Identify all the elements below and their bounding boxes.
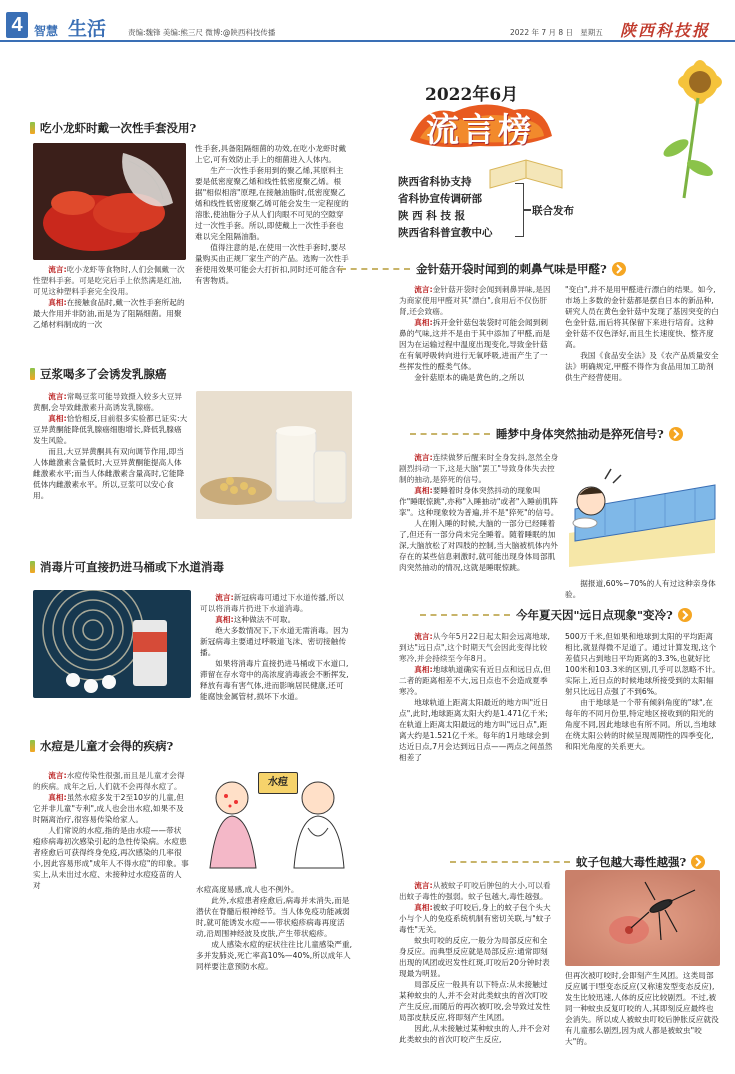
chevron-right-icon (677, 607, 693, 623)
title-rule (420, 614, 510, 616)
soymilk-title-bar (30, 364, 167, 384)
jerk-lead-tag: 流言: (414, 453, 433, 462)
crayfish-col-right (195, 143, 350, 286)
disinfectant-p2: 绝大多数情况下,下水道无需消毒。因为新冠病毒主要通过呼吸道飞沫、密切接触传播。 (200, 626, 349, 657)
mosquito-photo (565, 870, 720, 966)
title-bullet (30, 122, 35, 134)
chickenpox-illustration (196, 758, 356, 878)
title-bullet (30, 740, 35, 752)
crayfish-p1: 在接触食品时,戴一次性手套所起的最大作用并非防油,而是为了阻隔细菌。用聚乙烯材料制成的一次 (33, 298, 185, 329)
jerk-title: 睡梦中身体突然抽动是猝死信号? (496, 427, 664, 441)
org-bracket-tick (523, 209, 531, 211)
header-rule (0, 40, 735, 42)
title-rule (410, 433, 490, 435)
aphelion-title-bar (516, 605, 693, 625)
sleeping-person-illustration (565, 449, 720, 572)
crayfish-p3: 生产一次性手套用到的聚乙烯,其原料主要是低密度聚乙烯和线性低密度聚乙烯。根据"相似相溶"原理,在接触油脂时,低密度聚乙烯和线性低密度聚乙烯可能会发生一定程度的溶胀,使油脂分子从人们肉眼不可见的空隙穿过一次性手套。所以,即使戴上一次性手套也难以完全阻隔油脂。 (195, 166, 349, 241)
title-bullet (30, 368, 35, 380)
mosquito-on-skin-illustration (565, 870, 720, 966)
aphelion-truth-tag: 真相: (414, 665, 433, 674)
sunflower-deco (640, 48, 735, 208)
org-4: 陕西省科普宣教中心 (398, 227, 493, 239)
chickenpox-lead: 水痘传染性很强,而且是儿童才会得的疾病。成年之后,人们就不会再得水痘了。 (33, 771, 185, 791)
jerk-p3: 据报道,60%~70%的人有过这种亲身体验。 (565, 579, 716, 599)
mushroom-title: 金针菇开袋时闻到的刺鼻气味是甲醛? (416, 262, 607, 276)
crayfish-p2: 性手套,具备阻隔细菌的功效,在吃小龙虾时戴上它,可有效防止手上的细菌进入人体内。 (195, 144, 347, 164)
chickenpox-p2: 人们常说的水痘,指的是由水痘——带状疱疹病毒初次感染引起的急性传染病。水痘患者痊愈后可获得终身免疫,再次感染的几率很小,因此容易形成"成年人不得水痘"的印象。事实上,从未出过水痘、未接种过水痘疫苗的人对 (33, 826, 189, 890)
jerk-lead: 连续做梦后醒来时全身发抖,忽然全身剧烈抖动一下,这是大脑"罢工"导致身体失去控制的抽动,是猝死的信号。 (399, 453, 559, 484)
disinfectant-title-bar (30, 557, 224, 577)
page-number: 4 (11, 14, 23, 36)
jerk-illustration (565, 449, 720, 572)
mushroom-lead: 金针菇开袋时会闻到刺鼻异味,是因为商家使用甲醛对其"漂白",食用后不仅伤肝肾,还会致癌。 (399, 285, 551, 316)
publish-label: 联合发布 (532, 205, 574, 217)
masthead-title: 流言榜 (426, 110, 534, 149)
mosquito-title: 蚊子包越大毒性越强? (576, 855, 687, 869)
chickenpox-truth-tag: 真相: (48, 793, 67, 802)
credits: 责编:魏锋 美编:熊三尺 微博:@陕西科技传播 (128, 28, 276, 37)
soymilk-p2: 而且,大豆异黄酮具有双向调节作用,即当人体雌激素含量低时,大豆异黄酮能提高人体雌激素水平;而当人体雌激素含量高时,它能降低体内雌激素水平。所以,豆浆可以安心食用。 (33, 447, 185, 500)
page-number-badge (6, 12, 28, 38)
column-name-2: 生活 (68, 18, 107, 40)
chickenpox-p4: 此外,水痘患者痊愈后,病毒并未消失,而是潜伏在脊髓后根神经节。当人体免疫功能减弱时,就可能诱发水痘——带状疱疹病毒再度活动,沿周围神经波及皮肤,产生带状疱疹。 (196, 896, 350, 938)
aphelion-p4: 由于地球是一个带有倾斜角度的"球",在每年的不同月份里,特定地区接收到的阳光的角度不同,因此地球也有所不同。所以,当地球在绕太阳公转的时候呈现周期性的四季变化,和阳光角度的关系更大。 (565, 698, 717, 751)
soymilk-title: 豆浆喝多了会诱发乳腺癌 (40, 367, 167, 381)
crayfish-photo (33, 143, 186, 260)
mosquito-p4: 因此,从未接触过某种蚊虫的人,并不会对此类蚊虫的首次叮咬产生反应, (399, 1024, 551, 1044)
soymilk-body (33, 391, 188, 501)
jerk-title-bar (496, 424, 684, 444)
mosquito-lead: 从被蚊子叮咬后肿包的大小,可以看出蚊子毒性的强弱。蚊子包越大,毒性越强。 (399, 881, 551, 901)
mosquito-p2: 蚊虫叮咬的反应,一般分为局部反应和全身反应。而典型反应就是局部反应:通常即刻出现的风团或迟发性红斑,叮咬后20分钟时表现最为明显。 (399, 936, 550, 978)
chickenpox-title: 水痘是儿童才会得的疾病? (40, 739, 174, 753)
title-bullet (30, 561, 35, 573)
chickenpox-sign-text: 水痘 (268, 777, 288, 788)
soymilk-cups-illustration (196, 391, 352, 519)
mosquito-p3: 局部反应一般具有以下特点:从未接触过某种蚊虫的人,并不会对此类蚊虫的首次叮咬产生反应,而随后的再次被叮咬,会导致过发性局部皮肤反应,将即刻产生风团。 (399, 980, 551, 1022)
crayfish-col-left (33, 264, 188, 330)
mushroom-lead-tag: 流言: (414, 285, 433, 294)
mosquito-col-right (565, 970, 720, 1047)
disinfectant-title: 消毒片可直接扔进马桶或下水道消毒 (40, 560, 224, 574)
mosquito-lead-tag: 流言: (414, 881, 433, 890)
soymilk-lead: 常喝豆浆可能导致摄入较多大豆异黄酮,会导致雌激素升高诱发乳腺癌。 (33, 392, 183, 412)
mushroom-col-left (399, 284, 554, 383)
mosquito-p5: 但再次被叮咬时,会即刻产生风团。这类局部反应属于Ⅰ型变态反应(又称速发型变态反应),发生比较迅速,人体的反应比较剧烈。不过,被同一种蚊虫反复叮咬的人,其即刻反应最终也会消失。所以成人被蚊虫叮咬后肿胀反应就没有儿童那么剧烈,因为成人都是被蚊虫"咬大"的。 (565, 971, 719, 1046)
crayfish-p4: 值得注意的是,在使用一次性手套时,要尽量购买由正规厂家生产的产品。选购一次性手套使用效果可能会大打折扣,同时还可能含有有害物质。 (195, 243, 349, 285)
aphelion-col-right (565, 631, 720, 752)
title-rule (450, 861, 570, 863)
aphelion-col-left (399, 631, 554, 763)
jerk-body (399, 452, 559, 573)
disinfectant-p1: 这种做法不可取。 (233, 615, 296, 624)
mushroom-truth-tag: 真相: (414, 318, 433, 327)
mushroom-p4: 我国《食品安全法》及《农产品质量安全法》明确规定,甲醛不得作为食品用加工助剂供生产经营使用。 (565, 351, 719, 382)
chickenpox-p1: 虽然水痘多发于2至10岁的儿童,但它并非儿童"专利",成人也会出水痘,如果不及时隔离治疗,很容易传染给家人。 (33, 793, 185, 824)
mosquito-truth-tag: 真相: (414, 903, 433, 912)
mushroom-col-right (565, 284, 720, 383)
aphelion-p3: 500万千米,但如果和地球到太阳的平均距离相比,就显得微不足道了。通过计算发现,这个差值只占到地日平均距离的3.3%,也就好比100米和103.3米的区别,几乎可以忽略不计。实际上,近日点的时候地球所接受到的太阳辐射只比远日点强了不到6%。 (565, 632, 720, 696)
mushroom-p2: 金针菇原本的确是黄色的,之所以 (414, 373, 525, 382)
chickenpox-title-bar (30, 736, 173, 756)
chickenpox-p3: 水痘高度易感,成人也不例外。 (196, 885, 299, 894)
soymilk-lead-tag: 流言: (48, 392, 67, 401)
aphelion-title: 今年夏天因"远日点现象"变冷? (516, 608, 673, 622)
soymilk-truth-tag: 真相: (48, 414, 67, 423)
aphelion-p2: 地球轨道上距离太阳最近的地方叫"近日点",此时,地球距离太阳大约是1.471亿千米;在轨道上距离太阳最远的地方叫"远日点",距离大约是1.521亿千米。每年的1月地球会到达近日点,7月会达到远日点——两点之间虽然相差了 (399, 698, 553, 762)
page-header (0, 0, 735, 42)
masthead-title-box (404, 100, 556, 150)
org-3: 陕 西 科 技 报 (398, 210, 466, 222)
mushroom-p1: 拆开金针菇包装袋时可能会闻到刺鼻的气味,这并不是由于其中添加了甲醛,而是因为在运输过程中温度出现变化,导致金针菇在有氧呼吸转向进行无氧呼吸,进而产生了一些挥发性的醛类气体。 (399, 318, 551, 371)
disinfectant-body (200, 592, 350, 702)
mushroom-p3: "变白",并不是用甲醛进行漂白的结果。如今,市场上多数的金针菇都是摆自日本的新品种,研究人员在黄色金针菇中发现了基因突变的白色金针菇,而后将其保留下来进行培育。这种金针菇不仅色泽好,而且生长速度快、整齐度高。 (565, 285, 719, 349)
org-2: 省科协宣传调研部 (398, 193, 482, 205)
disinfectant-lead-tag: 流言: (215, 593, 234, 602)
chickenpox-col-right (196, 884, 354, 972)
chickenpox-lead-tag: 流言: (48, 771, 67, 780)
masthead-year-month: 2022年6月 (425, 85, 519, 105)
issue-date: 2022 年 7 月 8 日 星期五 (510, 28, 603, 37)
mushroom-title-bar (416, 259, 627, 279)
disinfectant-truth-tag: 真相: (215, 615, 234, 624)
jerk-col-right (565, 578, 720, 600)
soymilk-p1: 恰恰相反,目前很多实验都已证实:大豆异黄酮能降低乳腺癌细胞增长,降低乳腺癌发生风险。 (33, 414, 188, 445)
soymilk-photo (196, 391, 352, 519)
aphelion-p1: 地球轨道确实有近日点和远日点,但二者的距离相差不大,远日点也不会造成夏季寒冷。 (399, 665, 551, 696)
paper-name: 陕西科技报 (620, 21, 711, 40)
org-1: 陕西省科协支持 (398, 176, 472, 188)
mosquito-p1: 被蚊子叮咬后,身上的蚊子包个头大小与个人的免疫系统机制有密切关联,与"蚊子毒性"无关。 (399, 903, 552, 934)
org-list (398, 174, 518, 242)
crayfish-title: 吃小龙虾时戴一次性手套没用? (40, 121, 197, 135)
mosquito-col-left (399, 880, 554, 1045)
column-name-1: 智慧 (34, 24, 59, 38)
crayfish-title-bar (30, 118, 196, 138)
disinfectant-tablets-illustration (33, 590, 191, 698)
crayfish-glove-illustration (33, 143, 186, 260)
crayfish-lead: 吃小龙虾等食物时,人们会佩戴一次性塑料手套。可是吃完后手上依然满是红油,可见这种塑料手套完全没用。 (33, 265, 185, 296)
title-rule (340, 268, 410, 270)
disinfectant-p3: 如果将消毒片直接扔进马桶或下水道口,滞留在存水弯中的高浓度消毒液会不断挥发,释放有毒有害气体,进而影响居民健康,还可能腐蚀金属管材,损坏下水道。 (200, 659, 349, 701)
jerk-p1: 要睡着时身体突然抖动的现象叫作"睡眠惊跳",亦称"入睡抽动"或者"入睡前肌阵挛"。这种现象较为普遍,并不是"猝死"的信号。 (399, 486, 559, 517)
jerk-p2: 人在刚入睡的时候,大脑的一部分已经睡着了,但还有一部分尚未完全睡着。随着睡眠的加深,大脑放松了对四肢的控制,当大脑被机体内外存在的某些信息刺激时,就可能出现身体局部肌肉突然抽动的情况,这就是睡眠惊跳。 (399, 519, 558, 572)
mosquito-title-bar (576, 852, 706, 872)
chevron-right-icon (611, 261, 627, 277)
aphelion-lead: 从今年5月22日起太阳会远离地球,到达"远日点",这个时期天气会因此变得比较寒冷,并会持续至今年8月。 (399, 632, 551, 663)
crayfish-lead-tag: 流言: (48, 265, 67, 274)
chevron-right-icon (668, 426, 684, 442)
chickenpox-p5: 成人感染水痘的症状往往比儿童感染严重,多并发肺炎,死亡率高10%—40%,所以成年人同样要注意预防水痘。 (196, 940, 353, 971)
sunflower-icon (640, 48, 735, 208)
crayfish-truth-tag: 真相: (48, 298, 67, 307)
jerk-truth-tag: 真相: (414, 486, 433, 495)
chickenpox-sign (258, 772, 298, 794)
aphelion-lead-tag: 流言: (414, 632, 433, 641)
disinfectant-lead: 新冠病毒可通过下水道传播,所以可以将消毒片扔进下水道消毒。 (200, 593, 344, 613)
disinfectant-photo (33, 590, 191, 698)
chevron-right-icon (690, 854, 706, 870)
chickenpox-col-left (33, 770, 189, 891)
